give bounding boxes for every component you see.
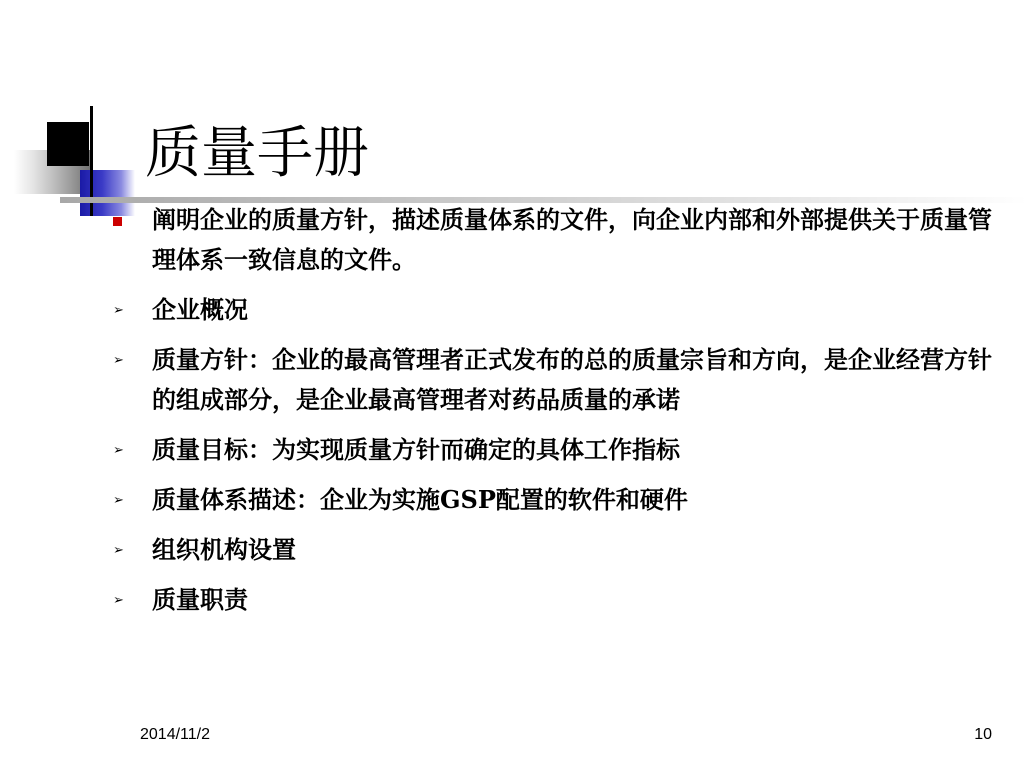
bullet-item	[105, 580, 995, 620]
arrow-bullet-icon: ➢	[113, 493, 124, 508]
bullet-item	[105, 200, 995, 280]
arrow-bullet-icon: ➢	[113, 443, 124, 458]
bullet-text: 企业概况	[152, 295, 248, 324]
bullet-list	[105, 200, 995, 630]
arrow-bullet-icon: ➢	[113, 543, 124, 558]
footer-date: 2014/11/2	[140, 726, 210, 743]
decorative-black-block	[47, 122, 89, 166]
bullet-text: 组织机构设置	[152, 535, 296, 564]
bullet-text: 质量职责	[152, 585, 248, 614]
arrow-bullet-icon: ➢	[113, 353, 124, 368]
slide-title: 质量手册	[145, 121, 369, 186]
arrow-bullet-icon: ➢	[113, 593, 124, 608]
square-bullet-icon	[113, 217, 122, 226]
bullet-item	[105, 530, 995, 570]
bullet-text: 质量目标：为实现质量方针而确定的具体工作指标	[152, 435, 680, 464]
bullet-item	[105, 340, 995, 420]
bullet-text: 阐明企业的质量方针，描述质量体系的文件，向企业内部和外部提供关于质量管理体系一致信息的文件。	[152, 205, 992, 274]
bullet-text: 质量体系描述：企业为实施GSP配置的软件和硬件	[152, 485, 688, 514]
bullet-item	[105, 290, 995, 330]
arrow-bullet-icon: ➢	[113, 303, 124, 318]
bullet-item	[105, 480, 995, 520]
bullet-text: 质量方针：企业的最高管理者正式发布的总的质量宗旨和方向，是企业经营方针的组成部分，是企业最高管理者对药品质量的承诺	[152, 345, 992, 414]
bullet-item	[105, 430, 995, 470]
footer-page-number: 10	[974, 726, 992, 743]
